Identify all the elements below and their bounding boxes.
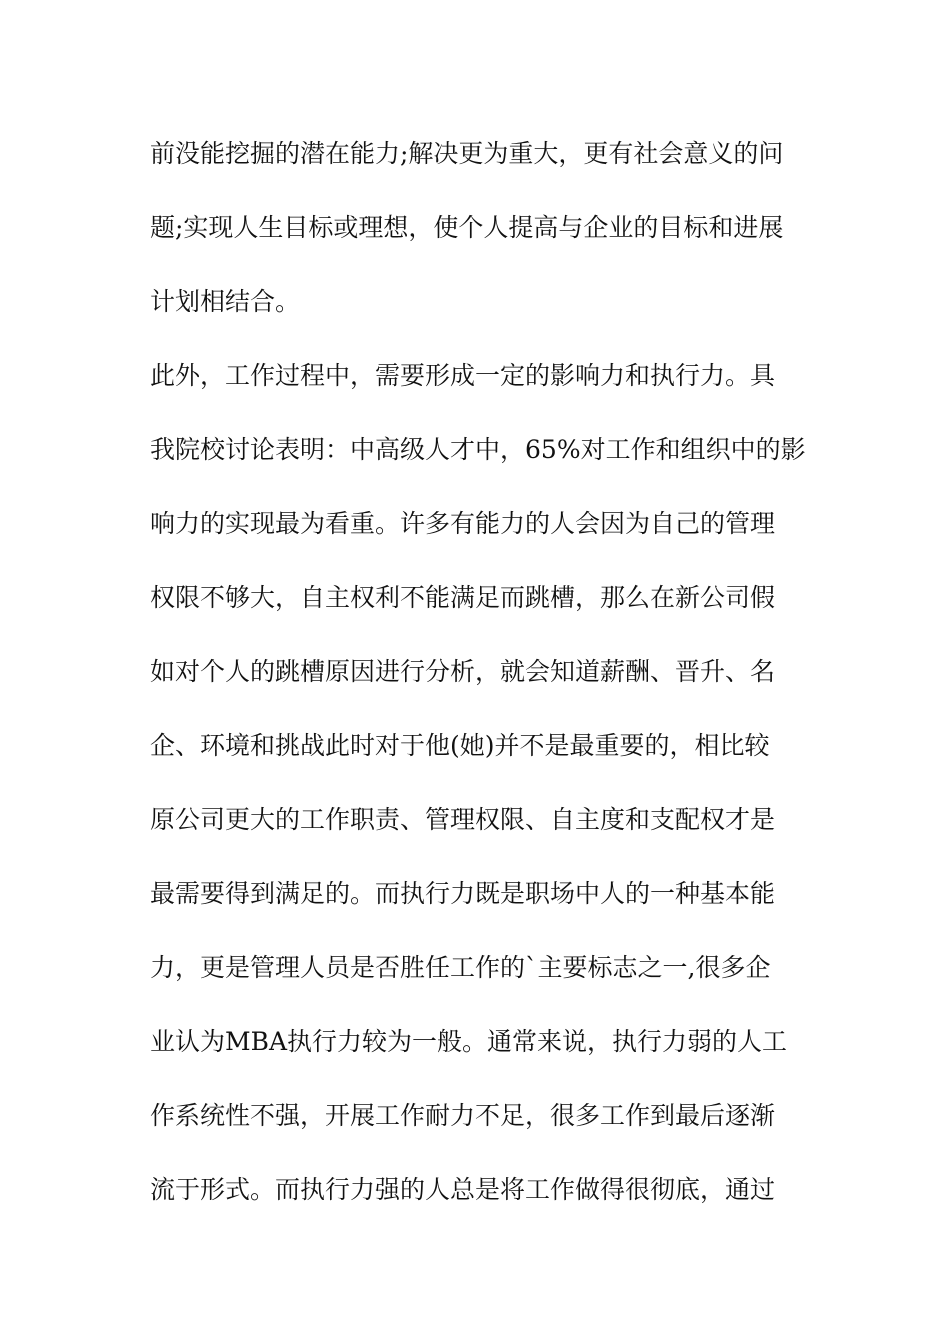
text-line: 如对个人的跳槽原因进行分析，就会知道薪酬、晋升、名 (150, 657, 776, 686)
text-line: 前没能挖掘的潜在能力;解决更为重大，更有社会意义的问 (150, 139, 784, 168)
text-line: 业认为MBA执行力较为一般。通常来说，执行力弱的人工 (150, 1027, 788, 1056)
body-text (150, 129, 810, 1239)
text-line: 题;实现人生目标或理想，使个人提高与企业的目标和进展 (150, 213, 784, 242)
text-line: 原公司更大的工作职责、管理权限、自主度和支配权才是 (150, 805, 776, 834)
text-line: 我院校讨论表明：中高级人才中，65%对工作和组织中的影 (150, 435, 806, 464)
text-line: 此外，工作过程中，需要形成一定的影响力和执行力。具 (150, 361, 776, 390)
text-line: 力，更是管理人员是否胜任工作的`主要标志之一,很多企 (150, 953, 771, 982)
text-line: 企、环境和挑战此时对于他(她)并不是最重要的，相比较 (150, 731, 770, 760)
text-line: 权限不够大，自主权利不能满足而跳槽，那么在新公司假 (150, 583, 776, 612)
text-line: 计划相结合。 (150, 287, 301, 316)
text-line: 流于形式。而执行力强的人总是将工作做得很彻底，通过 (150, 1175, 776, 1204)
text-line: 响力的实现最为看重。许多有能力的人会因为自己的管理 (150, 509, 776, 538)
text-line: 作系统性不强，开展工作耐力不足，很多工作到最后逐渐 (150, 1101, 776, 1130)
text-line: 最需要得到满足的。而执行力既是职场中人的一种基本能 (150, 879, 776, 908)
